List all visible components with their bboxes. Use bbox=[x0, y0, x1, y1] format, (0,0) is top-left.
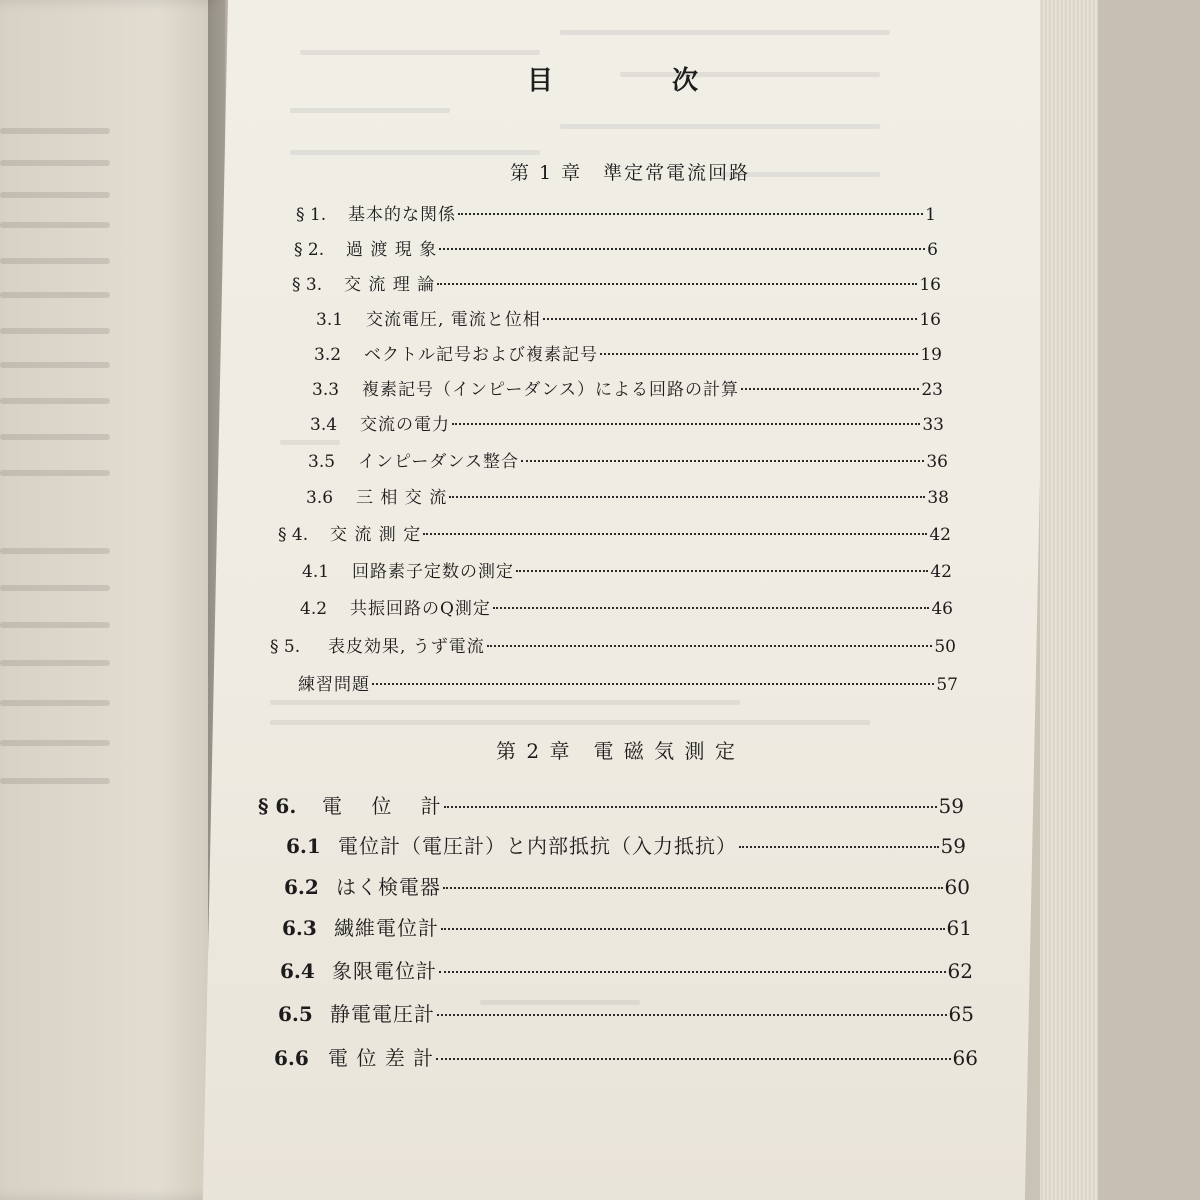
entry-number: 4.2 bbox=[300, 599, 328, 619]
entry-page: 6 bbox=[927, 240, 938, 260]
toc-entry[interactable] bbox=[282, 912, 972, 941]
toc-entry[interactable] bbox=[280, 955, 973, 984]
left-page bbox=[0, 0, 225, 1200]
entry-number: 3.5 bbox=[308, 452, 336, 472]
entry-page: 66 bbox=[952, 1046, 978, 1070]
dot-leader bbox=[444, 786, 937, 808]
dot-leader bbox=[423, 516, 927, 535]
dot-leader bbox=[439, 231, 925, 250]
entry-label: 交流電圧, 電流と位相 bbox=[366, 310, 541, 330]
entry-page: 19 bbox=[920, 345, 942, 365]
entry-label: 電位計（電圧計）と内部抵抗（入力抵抗） bbox=[338, 834, 737, 858]
entry-number: 3.6 bbox=[306, 488, 334, 508]
dot-leader bbox=[452, 406, 920, 425]
entry-page: 36 bbox=[926, 452, 948, 472]
dot-leader bbox=[439, 951, 946, 973]
dot-leader bbox=[436, 1038, 950, 1060]
toc-entry[interactable] bbox=[306, 483, 949, 508]
entry-number: 4.1 bbox=[302, 562, 330, 582]
toc-entry[interactable] bbox=[308, 447, 948, 472]
entry-label: 電 位 計 bbox=[322, 794, 442, 818]
toc-entry[interactable] bbox=[258, 790, 964, 819]
toc-entry[interactable] bbox=[274, 1042, 978, 1071]
entry-label: 表皮効果, うず電流 bbox=[328, 637, 485, 657]
entry-number: § 5. bbox=[270, 637, 301, 657]
entry-page: 59 bbox=[940, 834, 966, 858]
toc-entry[interactable] bbox=[292, 270, 941, 295]
entry-label: 共振回路のQ測定 bbox=[350, 599, 491, 619]
entry-number: § 1. bbox=[296, 205, 327, 225]
entry-label: 練習問題 bbox=[298, 675, 370, 695]
entry-label: ベクトル記号および複素記号 bbox=[364, 345, 598, 365]
dot-leader bbox=[600, 336, 918, 355]
entry-page: 33 bbox=[922, 415, 944, 435]
dot-leader bbox=[458, 196, 923, 215]
entry-page: 61 bbox=[946, 916, 972, 940]
entry-label: 三 相 交 流 bbox=[356, 488, 448, 508]
entry-label: 電 位 差 計 bbox=[328, 1046, 435, 1070]
toc-entry[interactable] bbox=[294, 235, 938, 260]
dot-leader bbox=[493, 590, 929, 609]
toc-entry[interactable] bbox=[300, 594, 953, 619]
dot-leader bbox=[516, 553, 928, 572]
toc-entry[interactable] bbox=[316, 305, 941, 330]
entry-page: 42 bbox=[929, 525, 951, 545]
entry-page: 60 bbox=[944, 875, 970, 899]
toc-entry[interactable] bbox=[270, 632, 956, 657]
toc-entry[interactable] bbox=[278, 520, 951, 545]
entry-label: 過 渡 現 象 bbox=[346, 240, 438, 260]
dot-leader bbox=[449, 479, 925, 498]
entry-label: 複素記号（インピーダンス）による回路の計算 bbox=[362, 380, 739, 400]
entry-page: 38 bbox=[927, 488, 949, 508]
dot-leader bbox=[372, 666, 934, 685]
dot-leader bbox=[543, 301, 918, 320]
entry-label: 象限電位計 bbox=[332, 959, 437, 983]
entry-label: 基本的な関係 bbox=[348, 205, 456, 225]
entry-page: 57 bbox=[936, 675, 958, 695]
entry-page: 42 bbox=[930, 562, 952, 582]
chapter-heading: 第 2 章 電 磁 気 測 定 bbox=[496, 739, 737, 763]
entry-page: 16 bbox=[919, 310, 941, 330]
table-surface bbox=[1098, 0, 1200, 1200]
toc-entry[interactable] bbox=[314, 340, 942, 365]
entry-label: 静電電圧計 bbox=[330, 1002, 435, 1026]
toc-entry[interactable] bbox=[298, 670, 958, 695]
dot-leader bbox=[441, 908, 945, 930]
entry-page: 1 bbox=[925, 205, 936, 225]
entry-page: 65 bbox=[948, 1002, 974, 1026]
dot-leader bbox=[437, 266, 917, 285]
toc-entry[interactable] bbox=[278, 998, 974, 1027]
entry-number: 6.6 bbox=[274, 1046, 309, 1070]
toc-entry[interactable] bbox=[284, 871, 970, 900]
entry-number: 3.3 bbox=[312, 380, 340, 400]
entry-page: 23 bbox=[921, 380, 943, 400]
dot-leader bbox=[443, 867, 943, 889]
entry-label: 繊維電位計 bbox=[334, 916, 439, 940]
toc-entry[interactable] bbox=[312, 375, 943, 400]
toc-title bbox=[0, 60, 1200, 100]
entry-page: 16 bbox=[919, 275, 941, 295]
dot-leader bbox=[741, 371, 919, 390]
entry-number: 6.3 bbox=[282, 916, 317, 940]
entry-page: 50 bbox=[934, 637, 956, 657]
entry-number: 3.4 bbox=[310, 415, 338, 435]
entry-page: 46 bbox=[931, 599, 953, 619]
toc-entry[interactable] bbox=[310, 410, 944, 435]
toc-title-right: 次 bbox=[672, 66, 699, 96]
dot-leader bbox=[487, 628, 933, 647]
entry-page: 59 bbox=[938, 794, 964, 818]
dot-leader bbox=[739, 826, 939, 848]
dot-leader bbox=[437, 994, 947, 1016]
toc-entry[interactable] bbox=[296, 200, 936, 225]
entry-page: 62 bbox=[947, 959, 973, 983]
toc-entry[interactable] bbox=[286, 830, 966, 859]
entry-label: 交 流 理 論 bbox=[344, 275, 436, 295]
entry-number: 6.5 bbox=[278, 1002, 313, 1026]
entry-number: 6.1 bbox=[286, 834, 321, 858]
entry-number: 6.4 bbox=[280, 959, 315, 983]
entry-number: 6.2 bbox=[284, 875, 319, 899]
page-edges bbox=[1040, 0, 1100, 1200]
entry-number: 3.2 bbox=[314, 345, 342, 365]
toc-title-left: 目 bbox=[527, 66, 554, 96]
entry-number: § 3. bbox=[292, 275, 323, 295]
entry-number: § 6. bbox=[258, 794, 297, 818]
entry-label: インピーダンス整合 bbox=[358, 452, 519, 472]
entry-number: 3.1 bbox=[316, 310, 344, 330]
chapter-heading: 第 1 章 準定常電流回路 bbox=[510, 162, 751, 184]
toc-entry[interactable] bbox=[302, 557, 952, 582]
entry-label: 交流の電力 bbox=[360, 415, 450, 435]
entry-number: § 2. bbox=[294, 240, 325, 260]
entry-label: はく検電器 bbox=[336, 875, 441, 899]
entry-label: 交 流 測 定 bbox=[330, 525, 422, 545]
entry-number: § 4. bbox=[278, 525, 309, 545]
entry-label: 回路素子定数の測定 bbox=[352, 562, 514, 582]
dot-leader bbox=[521, 443, 924, 462]
